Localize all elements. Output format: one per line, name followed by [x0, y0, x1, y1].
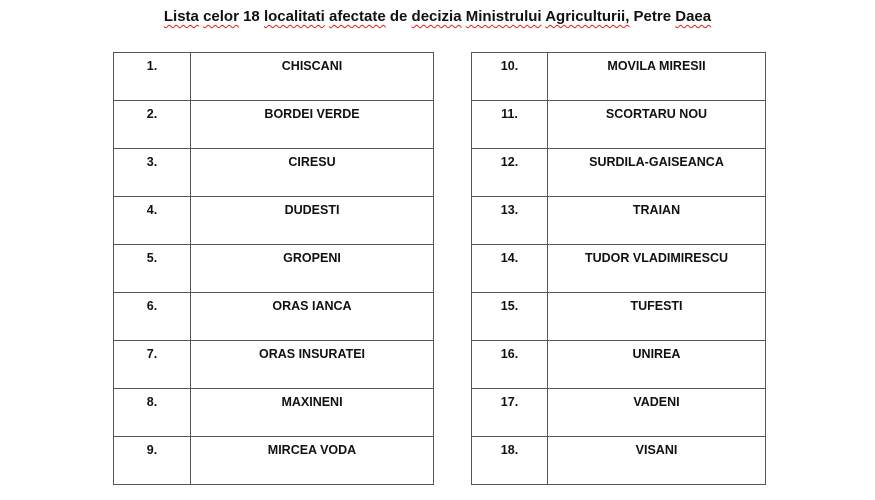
- title-word: decizia: [411, 8, 462, 25]
- row-number: 12.: [472, 149, 548, 197]
- table-row: [114, 389, 434, 437]
- row-number: 1.: [114, 53, 191, 101]
- table-row: [472, 53, 766, 101]
- title-word: Daea: [675, 8, 712, 25]
- locality-name: TUFESTI: [548, 293, 766, 341]
- row-number: 8.: [114, 389, 191, 437]
- row-number: 6.: [114, 293, 191, 341]
- row-number: 16.: [472, 341, 548, 389]
- locality-name: SCORTARU NOU: [548, 101, 766, 149]
- row-number: 17.: [472, 389, 548, 437]
- row-number: 2.: [114, 101, 191, 149]
- table-row: [114, 101, 434, 149]
- title-word: Petre: [633, 8, 672, 25]
- title-word: Ministrului: [465, 8, 542, 25]
- table-row: [472, 197, 766, 245]
- table-row: [114, 197, 434, 245]
- table-row: [114, 341, 434, 389]
- title-word: afectate: [328, 8, 386, 25]
- row-number: 11.: [472, 101, 548, 149]
- locality-name: SURDILA-GAISEANCA: [548, 149, 766, 197]
- document-title: [0, 8, 875, 25]
- locality-name: ORAS INSURATEI: [191, 341, 434, 389]
- locality-name: BORDEI VERDE: [191, 101, 434, 149]
- table-row: [114, 245, 434, 293]
- locality-name: ORAS IANCA: [191, 293, 434, 341]
- locality-name: UNIREA: [548, 341, 766, 389]
- row-number: 13.: [472, 197, 548, 245]
- row-number: 18.: [472, 437, 548, 485]
- locality-name: TRAIAN: [548, 197, 766, 245]
- table-row: [472, 149, 766, 197]
- locality-name: DUDESTI: [191, 197, 434, 245]
- localities-table-left: [113, 52, 434, 485]
- locality-name: MOVILA MIRESII: [548, 53, 766, 101]
- title-word: 18: [243, 8, 260, 25]
- table-row: [114, 149, 434, 197]
- locality-name: VISANI: [548, 437, 766, 485]
- row-number: 9.: [114, 437, 191, 485]
- locality-name: CHISCANI: [191, 53, 434, 101]
- row-number: 5.: [114, 245, 191, 293]
- row-number: 7.: [114, 341, 191, 389]
- table-row: [472, 341, 766, 389]
- locality-name: MAXINENI: [191, 389, 434, 437]
- title-word: Agriculturii,: [545, 8, 630, 25]
- row-number: 3.: [114, 149, 191, 197]
- locality-name: CIRESU: [191, 149, 434, 197]
- title-word: de: [389, 8, 408, 25]
- table-row: [472, 245, 766, 293]
- table-row: [472, 293, 766, 341]
- localities-table-right: [471, 52, 766, 485]
- table-row: [114, 293, 434, 341]
- row-number: 4.: [114, 197, 191, 245]
- table-row: [114, 437, 434, 485]
- locality-name: MIRCEA VODA: [191, 437, 434, 485]
- locality-name: GROPENI: [191, 245, 434, 293]
- locality-name: VADENI: [548, 389, 766, 437]
- row-number: 15.: [472, 293, 548, 341]
- table-row: [472, 101, 766, 149]
- title-word: Lista: [163, 8, 199, 25]
- row-number: 10.: [472, 53, 548, 101]
- table-row: [472, 437, 766, 485]
- title-word: celor: [203, 8, 239, 25]
- row-number: 14.: [472, 245, 548, 293]
- table-row: [472, 389, 766, 437]
- table-row: [114, 53, 434, 101]
- title-word: localitati: [263, 8, 325, 25]
- locality-name: TUDOR VLADIMIRESCU: [548, 245, 766, 293]
